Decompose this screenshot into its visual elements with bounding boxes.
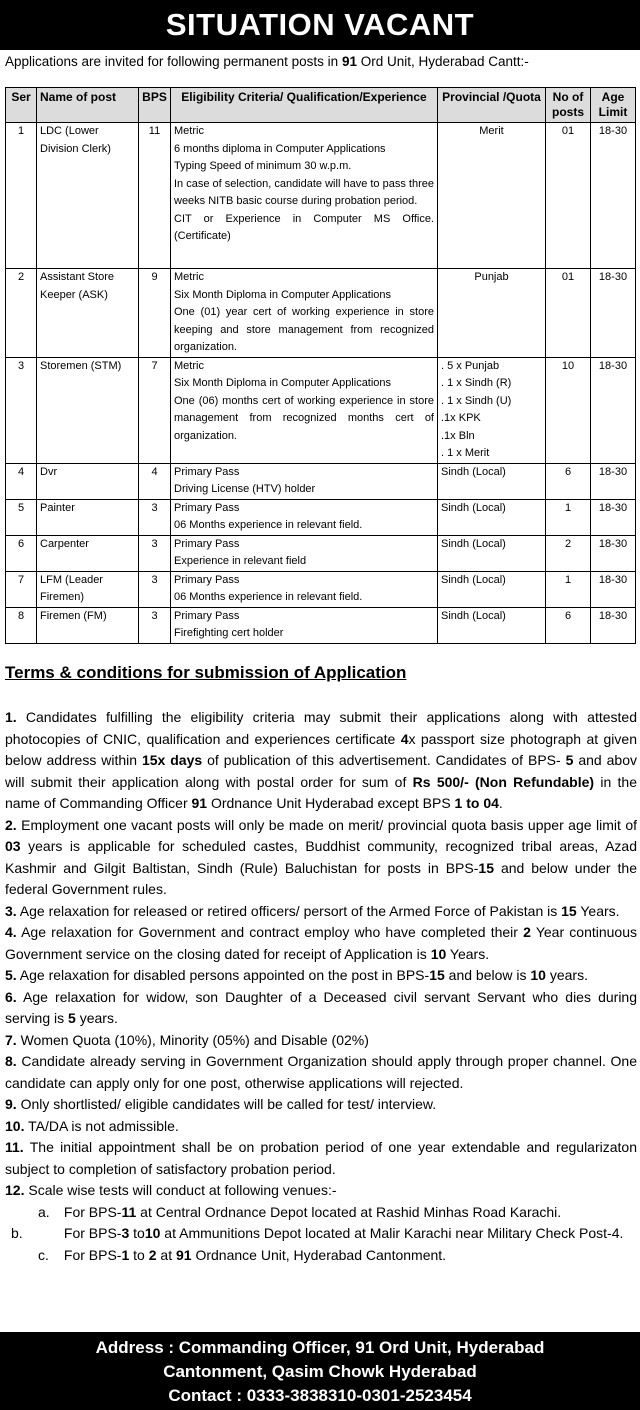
term-number: 5. — [5, 967, 17, 983]
criteria-line: Primary Pass — [174, 537, 240, 550]
criteria-line: Metric — [174, 271, 204, 283]
criteria-line: One (06) months cert of working experience in store management from recognized months cert of organization. — [174, 394, 434, 442]
col-header-quota: Provincial /Quota — [438, 88, 546, 123]
term-text: The initial appointment shall be on probation period of one year extendable and regularizaton subject to completion of satisfactory probation period. — [5, 1139, 637, 1177]
criteria-line: Six Month Diploma in Computer Applications — [174, 377, 392, 389]
cell-criteria — [171, 499, 438, 535]
cell-criteria — [171, 357, 438, 463]
term-text: Employment one vacant posts will only be made on merit/ provincial quota basis upper age limit of — [16, 816, 637, 833]
quota-line: Punjab — [474, 271, 509, 283]
term-text: in the name of Commanding Officer — [5, 773, 638, 811]
cell-criteria — [171, 535, 438, 571]
venue-item — [5, 1223, 637, 1245]
term-emphasis: 10 — [144, 1225, 161, 1241]
term-text: years. — [545, 967, 588, 983]
table-row — [6, 463, 636, 499]
address-line: Cantonment, Qasim Chowk Hyderabad — [163, 1362, 477, 1381]
term-item — [5, 1030, 637, 1052]
criteria-line: Six Month Diploma in Computer Applications — [174, 288, 392, 301]
col-header-ser: Ser — [6, 88, 37, 123]
cell-name: Carpenter — [37, 535, 139, 571]
quota-line: .1x KPK — [441, 412, 481, 424]
cell-name: Firemen (FM) — [37, 607, 139, 643]
venue-item — [5, 1245, 637, 1267]
term-text: at Central Ordnance Depot located at Rashid Minhas Road Karachi. — [136, 1203, 562, 1220]
quota-line: Sindh (Local) — [441, 537, 506, 550]
cell-criteria — [171, 463, 438, 499]
term-text: Age relaxation for Government and contract employ who have completed their — [16, 924, 524, 940]
term-item — [5, 922, 637, 965]
term-text: TA/DA is not admissible. — [24, 1117, 179, 1134]
quota-line: Sindh (Local) — [441, 609, 506, 622]
address-block — [0, 1332, 640, 1410]
cell-bps: 3 — [139, 535, 171, 571]
cell-name: Assistant Store Keeper (ASK) — [37, 269, 139, 358]
cell-ser: 8 — [6, 607, 37, 643]
quota-line: Sindh (Local) — [441, 501, 506, 514]
term-emphasis: 5 — [565, 752, 574, 768]
term-number: 6. — [5, 988, 17, 1005]
table-row — [6, 357, 636, 463]
term-text: Candidates fulfilling the eligibility criteria may submit their applications along with attested photocopies of CNIC, qualification and experiences certificate — [5, 709, 637, 747]
term-number: 10. — [5, 1117, 25, 1134]
criteria-line: Primary Pass — [174, 573, 240, 586]
col-header-criteria: Eligibility Criteria/ Qualification/Experience — [171, 88, 438, 123]
cell-posts: 01 — [546, 123, 591, 269]
terms-heading: Terms & conditions for submission of Application — [5, 663, 407, 682]
quota-line: Sindh (Local) — [441, 573, 506, 586]
cell-age: 18-30 — [591, 607, 636, 643]
term-number: 11. — [5, 1139, 24, 1155]
term-text: Age relaxation for disabled persons appointed on the post in BPS- — [16, 967, 430, 983]
term-text: at Ammunitions Depot located at Malir Karachi near Military Check Post-4. — [160, 1225, 624, 1241]
col-header-bps: BPS — [139, 88, 171, 123]
col-header-age: Age Limit — [591, 88, 636, 123]
criteria-line: Metric — [174, 125, 204, 137]
term-emphasis: 10 — [530, 967, 546, 983]
cell-criteria — [171, 571, 438, 607]
term-text: and below under the federal Government rules. — [5, 859, 638, 897]
cell-quota — [438, 269, 546, 358]
cell-bps: 3 — [139, 499, 171, 535]
cell-posts: 1 — [546, 499, 591, 535]
table-row — [6, 607, 636, 643]
term-emphasis: 03 — [5, 838, 21, 854]
term-number: 7. — [5, 1031, 17, 1048]
term-number: 12. — [5, 1182, 25, 1198]
criteria-line: Typing Speed of minimum 30 w.p.m. — [174, 160, 352, 172]
term-item — [5, 815, 637, 901]
criteria-line: One (01) year cert of working experience in store keeping and store management from recognized organization. — [174, 306, 434, 353]
term-emphasis: 2 — [523, 924, 531, 940]
term-text: years. — [75, 1010, 118, 1026]
term-item — [5, 707, 637, 815]
col-header-posts: No of posts — [546, 88, 591, 123]
term-text: x passport size photograph at given below address within — [5, 730, 637, 768]
cell-bps: 7 — [139, 357, 171, 463]
term-emphasis: 1 — [121, 1246, 130, 1263]
term-text: of publication of this advertisement. Candidates of BPS- — [202, 752, 566, 768]
cell-quota — [438, 123, 546, 269]
criteria-line: CIT or Experience in Computer MS Office. (Certificate) — [174, 212, 434, 242]
address-line: Address : Commanding Officer, 91 Ord Unit, Hyderabad — [95, 1338, 545, 1357]
term-text: For BPS- — [63, 1225, 122, 1241]
quota-line: Merit — [479, 125, 504, 137]
quota-line: . 5 x Punjab — [441, 359, 500, 372]
contact-line: Contact : 0333-3838310-0301-2523454 — [168, 1386, 472, 1405]
cell-name: LFM (Leader Firemen) — [37, 571, 139, 607]
cell-age: 18-30 — [591, 463, 636, 499]
term-emphasis: 15x days — [141, 752, 203, 768]
cell-name: Dvr — [37, 463, 139, 499]
cell-bps: 3 — [139, 571, 171, 607]
term-emphasis: 1 to 04 — [454, 795, 499, 811]
term-text: Ordnance Unit, Hyderabad Cantonment. — [191, 1246, 447, 1263]
cell-age: 18-30 — [591, 357, 636, 463]
term-text: Scale wise tests will conduct at following venues:- — [24, 1182, 337, 1198]
criteria-line: 06 Months experience in relevant field. — [174, 519, 363, 531]
cell-ser: 5 — [6, 499, 37, 535]
table-row — [6, 499, 636, 535]
cell-criteria — [171, 123, 438, 269]
cell-name: Painter — [37, 499, 139, 535]
quota-line: Sindh (Local) — [441, 465, 506, 478]
cell-quota — [438, 463, 546, 499]
cell-quota — [438, 499, 546, 535]
term-number: 8. — [5, 1053, 17, 1069]
term-emphasis: 10 — [430, 945, 447, 962]
criteria-line: Primary Pass — [174, 609, 240, 622]
criteria-line: 6 months diploma in Computer Applications — [174, 142, 386, 155]
cell-bps: 4 — [139, 463, 171, 499]
term-item — [5, 1116, 637, 1138]
page-title: SITUATION VACANT — [0, 0, 640, 50]
venue-letter: b. — [11, 1225, 23, 1241]
term-number: 3. — [5, 902, 17, 919]
cell-quota — [438, 535, 546, 571]
term-item — [5, 901, 637, 923]
term-text: Age relaxation for widow, son Daughter of a Deceased civil servant Servant who dies during serving is — [5, 988, 637, 1026]
intro-text — [5, 54, 529, 69]
criteria-line: Driving License (HTV) holder — [174, 483, 316, 495]
term-text: . — [498, 795, 503, 811]
term-item — [5, 987, 637, 1030]
term-emphasis: 2 — [148, 1246, 157, 1263]
cell-quota — [438, 607, 546, 643]
term-text: years is applicable for scheduled castes, Buddhist community, recognized tribal areas, Azad Kashmir and Gilgit Baltistan, Sindh (Rule) Baluchistan for posts in BPS- — [5, 838, 637, 876]
term-emphasis: 15 — [478, 859, 494, 876]
cell-posts: 6 — [546, 607, 591, 643]
term-item — [5, 1094, 637, 1116]
cell-quota — [438, 571, 546, 607]
term-number: 4. — [5, 924, 17, 940]
term-emphasis: 15 — [561, 902, 577, 919]
term-item — [5, 965, 637, 987]
term-text: Candidate already serving in Government Organization should apply through proper channel. One candidate can apply only for one post, otherwise applications will rejected. — [5, 1053, 637, 1091]
cell-age: 18-30 — [591, 269, 636, 358]
cell-ser: 6 — [6, 535, 37, 571]
term-item — [5, 1051, 637, 1094]
term-emphasis: 91 — [191, 795, 208, 811]
criteria-line: Primary Pass — [174, 501, 240, 514]
term-text: Women Quota (10%), Minority (05%) and Disable (02%) — [16, 1031, 369, 1048]
term-number: 9. — [5, 1096, 17, 1112]
term-emphasis: 3 — [121, 1225, 130, 1241]
term-item — [5, 1137, 637, 1180]
term-emphasis: Rs 500/- (Non Refundable) — [412, 773, 595, 790]
term-text: Only shortlisted/ eligible candidates will be called for test/ interview. — [16, 1096, 437, 1112]
term-number: 2. — [5, 816, 17, 833]
term-text: Years. — [446, 945, 490, 962]
cell-posts: 01 — [546, 269, 591, 358]
term-item — [5, 1180, 637, 1202]
cell-posts: 1 — [546, 571, 591, 607]
criteria-line: Metric — [174, 359, 204, 372]
cell-age: 18-30 — [591, 535, 636, 571]
col-header-name: Name of post — [37, 88, 139, 123]
cell-bps: 3 — [139, 607, 171, 643]
cell-age: 18-30 — [591, 571, 636, 607]
term-text: For BPS- — [63, 1246, 122, 1263]
intro-prefix: Applications are invited for following permanent posts in — [5, 54, 342, 69]
posts-table — [5, 87, 636, 644]
cell-age: 18-30 — [591, 123, 636, 269]
venue-letter: c. — [38, 1246, 49, 1263]
term-text: Year continuous Government service on the closing dated for receipt of Application is — [5, 924, 637, 962]
cell-name: LDC (Lower Division Clerk) — [37, 123, 139, 269]
term-text: to — [129, 1225, 145, 1241]
term-text: to — [129, 1246, 149, 1263]
term-text: Ordnance Unit Hyderabad except BPS — [207, 795, 455, 811]
criteria-line: Experience in relevant field — [174, 555, 307, 567]
quota-line: .1x Bln — [441, 429, 475, 442]
criteria-line: Firefighting cert holder — [174, 627, 284, 639]
cell-criteria — [171, 607, 438, 643]
term-text: and below is — [444, 967, 531, 983]
cell-ser: 2 — [6, 269, 37, 358]
cell-ser: 7 — [6, 571, 37, 607]
table-row — [6, 535, 636, 571]
term-number: 1. — [5, 709, 17, 725]
cell-name: Storemen (STM) — [37, 357, 139, 463]
cell-ser: 4 — [6, 463, 37, 499]
quota-line: . 1 x Sindh (U) — [441, 394, 512, 407]
cell-bps: 11 — [139, 123, 171, 269]
intro-suffix: Ord Unit, Hyderabad Cantt:- — [356, 54, 529, 69]
quota-line: . 1 x Merit — [441, 447, 490, 459]
term-text: and abov will submit their application along with postal order for sum of — [5, 752, 637, 790]
term-emphasis: 5 — [68, 1010, 76, 1026]
term-text: For BPS- — [63, 1203, 122, 1220]
criteria-line: Primary Pass — [174, 465, 240, 478]
table-row — [6, 571, 636, 607]
table-header-row — [6, 88, 636, 123]
term-text: Age relaxation for released or retired officers/ persort of the Armed Force of Pakistan is — [16, 902, 562, 919]
cell-criteria — [171, 269, 438, 358]
cell-posts: 10 — [546, 357, 591, 463]
term-emphasis: 4 — [400, 730, 409, 747]
table-row — [6, 269, 636, 358]
term-emphasis: 11 — [121, 1203, 137, 1220]
term-emphasis: 91 — [176, 1246, 192, 1263]
term-text: Years. — [576, 902, 620, 919]
venue-item — [5, 1202, 637, 1224]
cell-bps: 9 — [139, 269, 171, 358]
quota-line: . 1 x Sindh (R) — [441, 377, 512, 389]
venue-letter: a. — [38, 1203, 50, 1220]
terms-list — [5, 707, 637, 1266]
cell-age: 18-30 — [591, 499, 636, 535]
criteria-line: In case of selection, candidate will have to pass three weeks NITB basic course during probation period. — [174, 177, 434, 207]
criteria-line: 06 Months experience in relevant field. — [174, 591, 363, 603]
cell-ser: 1 — [6, 123, 37, 269]
term-emphasis: 15 — [429, 967, 445, 983]
cell-ser: 3 — [6, 357, 37, 463]
intro-unit: 91 — [341, 54, 357, 69]
cell-posts: 2 — [546, 535, 591, 571]
cell-posts: 6 — [546, 463, 591, 499]
table-row — [6, 123, 636, 269]
term-text: at — [156, 1246, 176, 1263]
cell-quota — [438, 357, 546, 463]
